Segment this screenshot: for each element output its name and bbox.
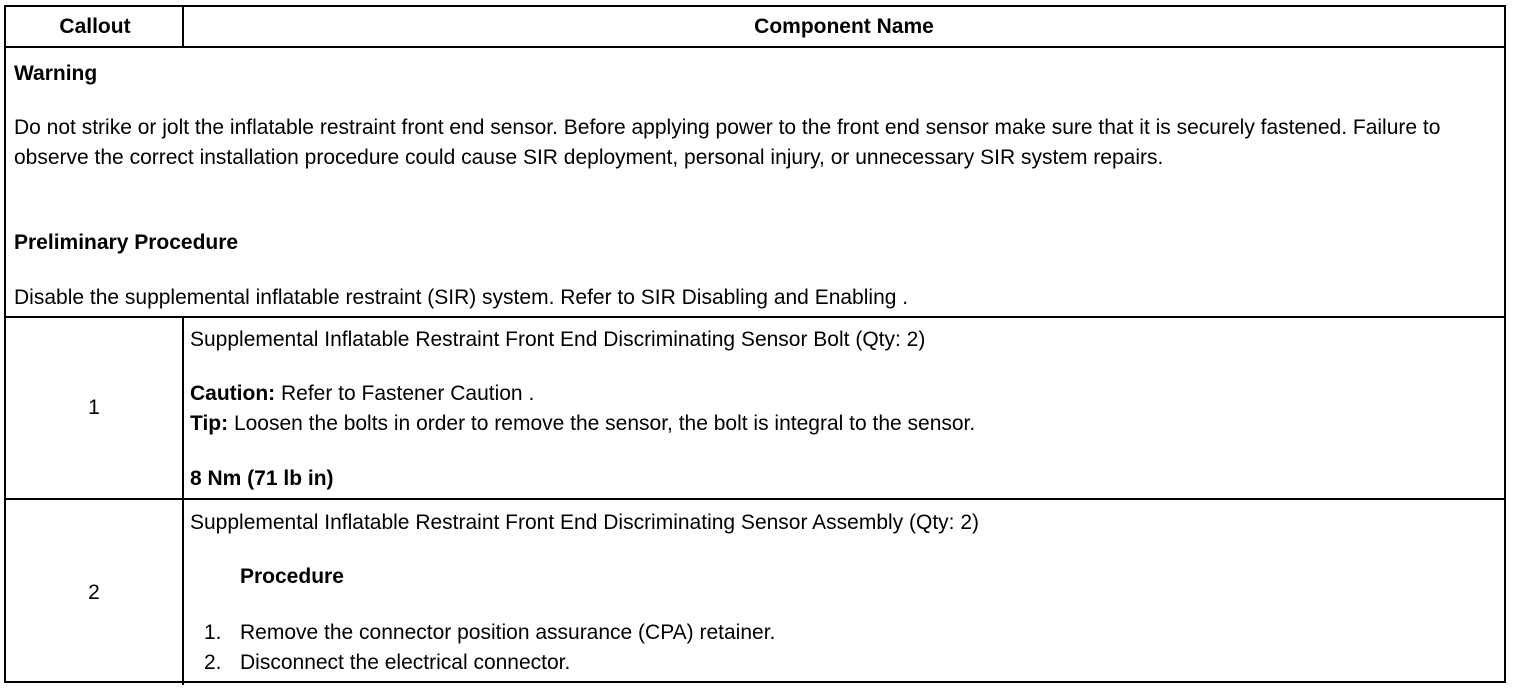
tip-label: Tip:: [190, 412, 229, 435]
component-table: [4, 5, 1506, 683]
step-number: 2.: [204, 651, 222, 674]
callout-number: 2: [88, 581, 100, 604]
procedure-title: Procedure: [240, 565, 344, 588]
tip-line: [190, 409, 975, 439]
header-component-name: Component Name: [184, 7, 1504, 48]
column-divider: [182, 318, 184, 498]
component-name: Supplemental Inflatable Restraint Front End Discriminating Sensor Bolt (Qty: 2): [190, 328, 926, 351]
torque-spec: 8 Nm (71 lb in): [190, 467, 334, 490]
row-divider: [6, 316, 1504, 318]
step-number: 1.: [204, 621, 222, 644]
component-name: Supplemental Inflatable Restraint Front End Discriminating Sensor Assembly (Qty: 2): [190, 511, 980, 534]
preliminary-procedure-title: Preliminary Procedure: [14, 231, 239, 254]
warning-title: Warning: [14, 62, 98, 85]
column-divider: [182, 500, 184, 685]
preliminary-procedure-text: Disable the supplemental inflatable restraint (SIR) system. Refer to SIR Disabling and Enabling .: [14, 286, 909, 309]
callout-number: 1: [88, 396, 100, 419]
caution-line: [190, 379, 534, 409]
tip-text: Loosen the bolts in order to remove the sensor, the bolt is integral to the sensor.: [228, 412, 976, 435]
caution-label: Caution:: [190, 382, 276, 405]
caution-text: Refer to Fastener Caution .: [275, 382, 535, 405]
header-divider: [182, 7, 184, 48]
warning-text: Do not strike or jolt the inflatable restraint front end sensor. Before applying power to the front end sensor make sure that it is securely fastened. Failure to observe the correct installation procedure could cause SIR deployment, personal injury, or unnecessary SIR system repairs.: [14, 116, 1441, 169]
step-text: Remove the connector position assurance (CPA) retainer.: [240, 621, 776, 644]
row-divider: [6, 498, 1504, 500]
step-text: Disconnect the electrical connector.: [240, 651, 571, 674]
header-callout: Callout: [6, 7, 184, 48]
